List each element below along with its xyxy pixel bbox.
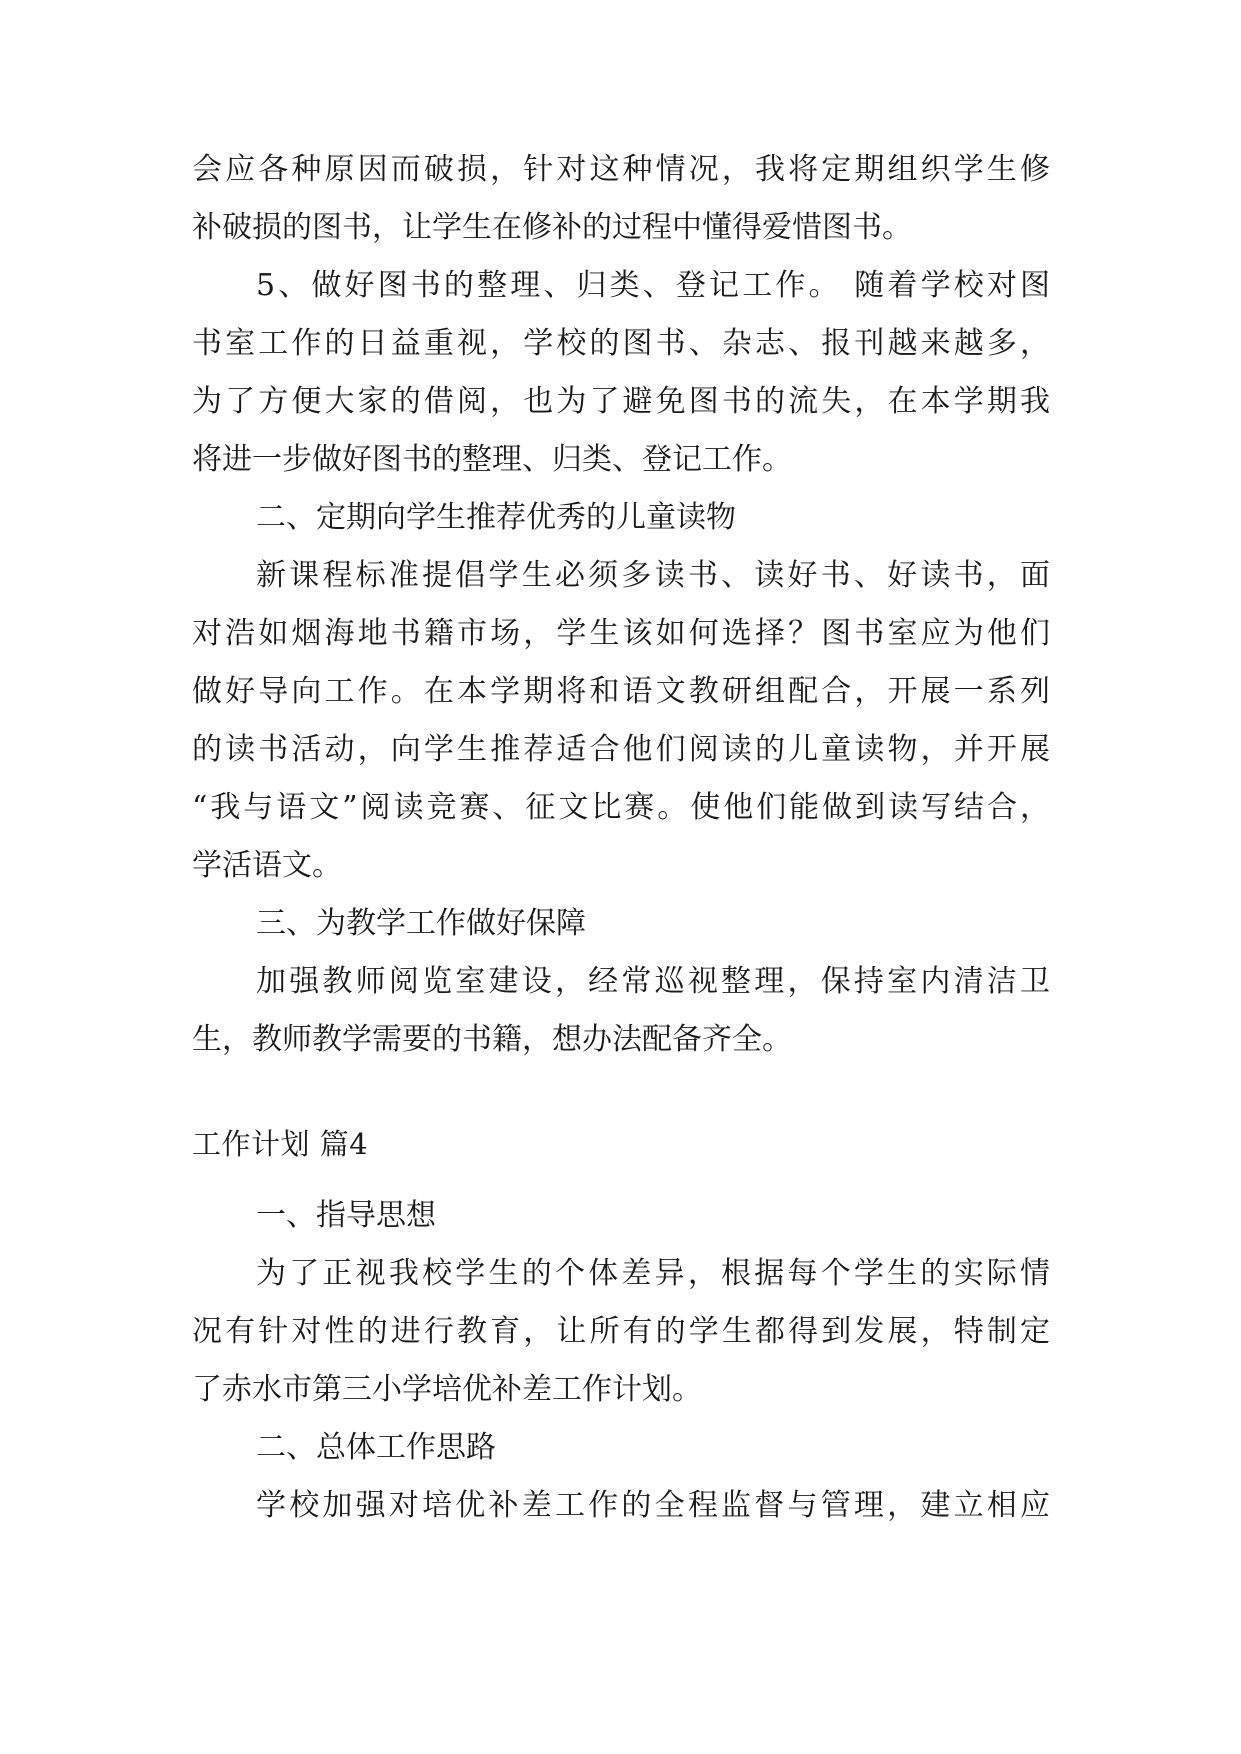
text-line: 将进一步做好图书的整理、归类、登记工作。	[192, 442, 792, 477]
text-line: “我与语文”阅读竞赛、征文比赛。使他们能做到读写结合，	[192, 790, 1050, 825]
text-line: 补破损的图书，让学生在修补的过程中懂得爱惜图书。	[192, 210, 912, 245]
text-line: 的读书活动，向学生推荐适合他们阅读的儿童读物，并开展	[192, 732, 1050, 767]
text-line: 5、做好图书的整理、归类、登记工作。 随着学校对图	[256, 268, 1050, 303]
text-line: 书室工作的日益重视，学校的图书、杂志、报刊越来越多，	[192, 326, 1050, 361]
text-line: 新课程标准提倡学生必须多读书、读好书、好读书，面	[256, 558, 1050, 593]
text-line: 会应各种原因而破损，针对这种情况，我将定期组织学生修	[192, 152, 1050, 187]
section-heading: 二、定期向学生推荐优秀的儿童读物	[256, 500, 736, 535]
text-line: 生，教师教学需要的书籍，想办法配备齐全。	[192, 1022, 792, 1057]
section-heading: 二、总体工作思路	[256, 1430, 496, 1465]
section-heading: 三、为教学工作做好保障	[256, 906, 586, 941]
text-line: 况有针对性的进行教育，让所有的学生都得到发展，特制定	[192, 1314, 1050, 1349]
section-title: 工作计划 篇4	[192, 1127, 369, 1161]
text-line: 学校加强对培优补差工作的全程监督与管理，建立相应	[256, 1488, 1050, 1523]
text-line: 了赤水市第三小学培优补差工作计划。	[192, 1372, 702, 1407]
text-line: 对浩如烟海地书籍市场，学生该如何选择？图书室应为他们	[192, 616, 1050, 651]
text-line: 为了方便大家的借阅，也为了避免图书的流失，在本学期我	[192, 384, 1050, 419]
text-line: 学活语文。	[192, 848, 342, 883]
text-line: 做好导向工作。在本学期将和语文教研组配合，开展一系列	[192, 674, 1050, 709]
text-line: 加强教师阅览室建设，经常巡视整理，保持室内清洁卫	[256, 964, 1050, 999]
text-line: 为了正视我校学生的个体差异，根据每个学生的实际情	[256, 1256, 1050, 1291]
section-heading: 一、指导思想	[256, 1198, 436, 1233]
